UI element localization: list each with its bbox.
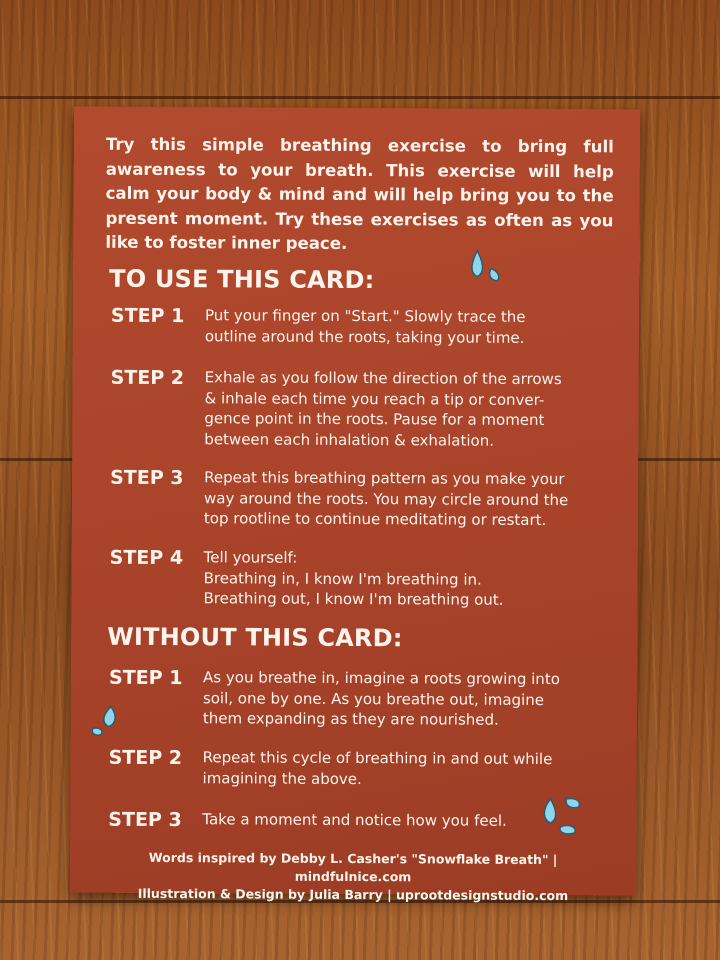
credits	[90, 849, 616, 906]
section-title-without-card: WITHOUT THIS CARD:	[107, 622, 403, 653]
step-label: STEP 2	[108, 746, 183, 770]
step-text: As you breathe in, imagine a roots growing into soil, one by one. As you breathe out, imagine them expanding as they are nourished.	[202, 668, 560, 729]
step-label: STEP 4	[109, 546, 184, 570]
step-text: Exhale as you follow the direction of the arrows & inhale each time you reach a tip or conver- gence point in the roots. Pause for a moment between each inhalation & exhalation.	[204, 368, 562, 450]
water-drops-icon	[89, 701, 129, 745]
with-card-step-2	[110, 366, 601, 450]
water-drops-icon	[467, 247, 507, 291]
credit-words: Words inspired by Debby L. Casher's "Snowflake Breath" | mindfulnice.com	[148, 849, 558, 885]
without-card-step-3	[108, 808, 598, 832]
step-label: STEP 2	[110, 366, 185, 390]
wood-plank-seam	[0, 96, 720, 99]
step-text: Repeat this cycle of breathing in and out while imagining the above.	[202, 748, 553, 788]
step-label: STEP 3	[110, 466, 184, 490]
without-card-step-2	[108, 746, 599, 788]
with-card-step-4	[109, 546, 600, 609]
intro-paragraph: Try this simple breathing exercise to bring full awareness to your breath. This exercise will help calm your body & mind and will help bring you to the present moment. Try these exercises as often as you like to foster inner peace.	[105, 134, 614, 253]
step-text: Take a moment and notice how you feel.	[202, 810, 507, 830]
with-card-step-3	[110, 466, 600, 530]
step-label: STEP 1	[110, 304, 185, 328]
step-text: Put your finger on "Start." Slowly trace the outline around the roots, taking your time.	[204, 306, 526, 347]
water-drops-icon	[540, 795, 596, 841]
step-text: Tell yourself: Breathing in, I know I'm breathing in. Breathing out, I know I'm breathing out.	[203, 548, 504, 609]
with-card-step-1	[110, 304, 601, 347]
breathing-card	[70, 107, 640, 904]
credit-illustration: Illustration & Design by Julia Barry | uprootdesignstudio.com	[137, 885, 569, 904]
step-text: Repeat this breathing pattern as you make your way around the roots. You may circle around the top rootline to continue meditating or restart.	[203, 468, 569, 530]
step-label: STEP 1	[109, 666, 183, 690]
section-title-with-card: TO USE THIS CARD:	[109, 264, 375, 295]
without-card-step-1	[109, 666, 599, 729]
step-label: STEP 3	[108, 808, 182, 832]
